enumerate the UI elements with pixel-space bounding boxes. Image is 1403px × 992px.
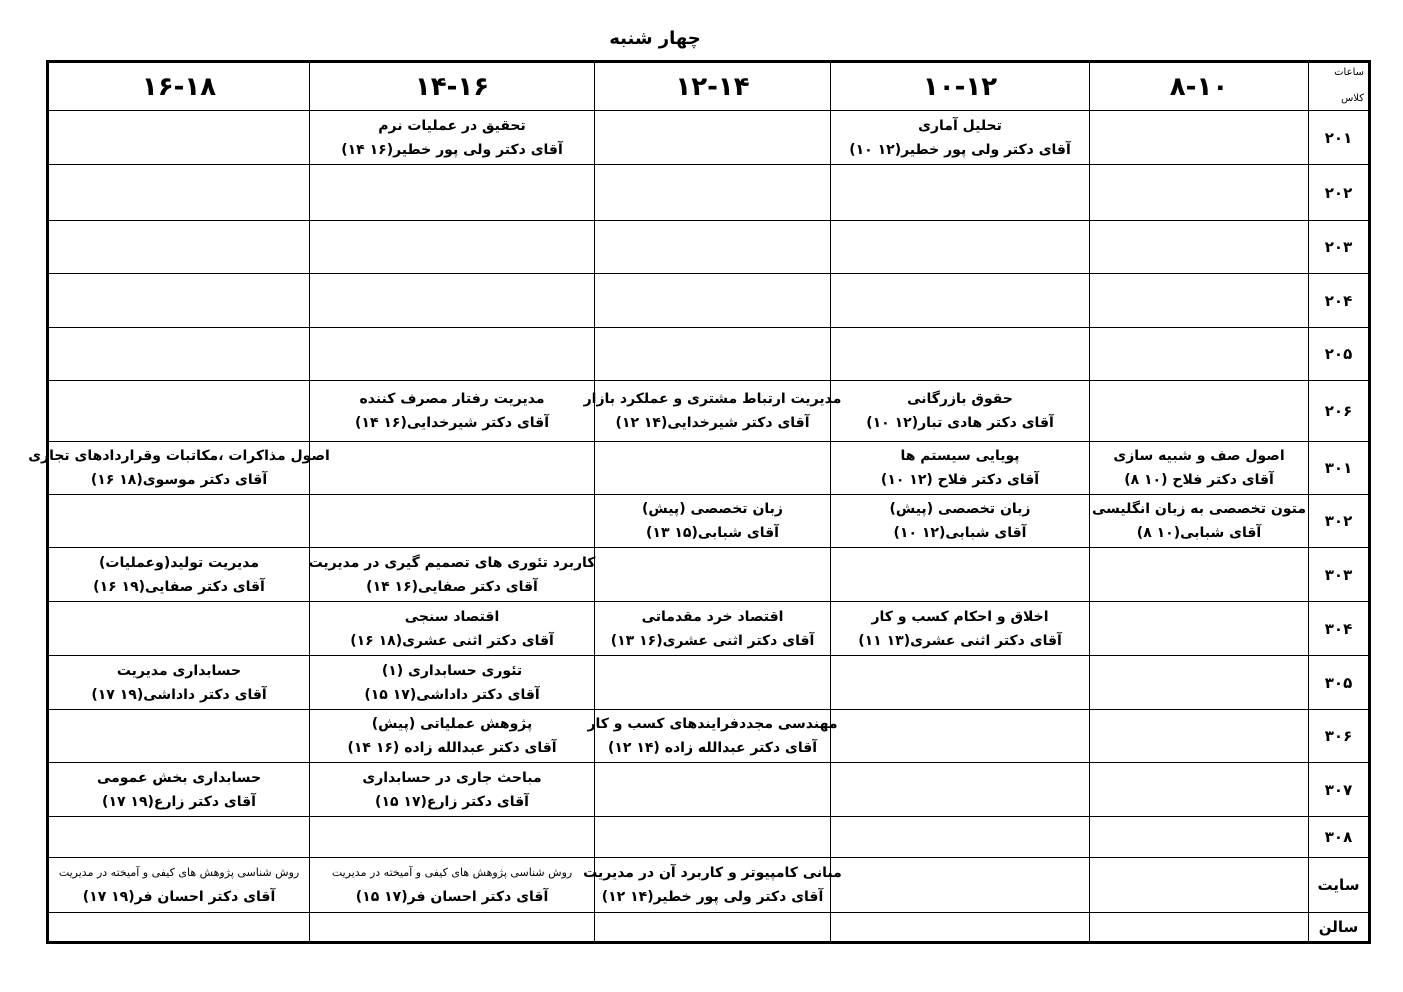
hour-header: ۱۴-۱۶ (310, 62, 595, 111)
instructor-label: آقای دکتر داداشی(۱۷ ۱۵) (364, 686, 540, 703)
schedule-cell (831, 763, 1090, 817)
schedule-cell (595, 495, 831, 548)
schedule-cell (595, 221, 831, 274)
schedule-cell (1090, 111, 1309, 165)
course-title: روش شناسی پژوهش های کیفی و آمیخته در مدیریت (331, 866, 573, 879)
course-title: تحلیل آماری (918, 117, 1002, 134)
schedule-table (28, 60, 1371, 944)
schedule-cell (1090, 858, 1309, 913)
schedule-cell (595, 548, 831, 602)
hour-header: ۱۶-۱۸ (48, 62, 310, 111)
course-title: پویایی سیستم ها (900, 448, 1020, 464)
schedule-cell (595, 111, 831, 165)
schedule-cell (310, 913, 595, 943)
course-title: حقوق بازرگانی (907, 391, 1013, 407)
schedule-cell (310, 442, 595, 495)
room-label: ۳۰۳ (1309, 548, 1370, 602)
schedule-cell (595, 165, 831, 221)
schedule-cell (831, 656, 1090, 710)
table-row (48, 602, 1370, 656)
instructor-label: آقای دکتر عبدالله زاده (۱۶ ۱۴) (347, 740, 557, 756)
schedule-cell (310, 548, 595, 602)
room-label: ۲۰۳ (1309, 221, 1370, 274)
instructor-label: آقای دکتر احسان فر(۱۷ ۱۵) (355, 889, 549, 905)
room-label: ۲۰۴ (1309, 274, 1370, 328)
schedule-cell (831, 442, 1090, 495)
hour-header: ۱۲-۱۴ (595, 62, 831, 111)
schedule-cell (831, 111, 1090, 165)
table-row (48, 381, 1370, 442)
course-title: مبانی کامپیوتر و کاربرد آن در مدیریت (583, 865, 842, 881)
room-label: سایت (1309, 858, 1370, 913)
course-title: اخلاق و احکام کسب و کار (871, 608, 1049, 625)
table-row (48, 111, 1370, 165)
room-label: ۲۰۵ (1309, 328, 1370, 381)
room-label: ۳۰۸ (1309, 817, 1370, 858)
schedule-cell (831, 858, 1090, 913)
course-title: تحقیق در عملیات نرم (378, 117, 526, 134)
course-title: حسابداری بخش عمومی (96, 769, 262, 786)
course-title: اصول مذاکرات ،مکاتبات وقراردادهای تجاری (28, 448, 330, 464)
instructor-label: آقای دکتر هادی تبار(۱۲ ۱۰) (866, 415, 1054, 431)
schedule-cell (310, 328, 595, 381)
schedule-cell (831, 165, 1090, 221)
schedule-cell (831, 817, 1090, 858)
table-row (48, 328, 1370, 381)
schedule-cell (831, 913, 1090, 943)
schedule-cell (28, 442, 330, 495)
room-label: ۲۰۲ (1309, 165, 1370, 221)
course-title: مدیریت تولید(وعملیات) (99, 554, 259, 571)
instructor-label: آقای دکتر شیرخدایی(۱۴ ۱۲) (615, 415, 810, 431)
corner-header (1309, 62, 1370, 111)
schedule-cell (48, 656, 310, 710)
room-label: ۲۰۱ (1309, 111, 1370, 165)
table-row (48, 274, 1370, 328)
schedule-cell (48, 495, 310, 548)
table-row (48, 165, 1370, 221)
course-title: مدیریت ارتباط مشتری و عملکرد بازار (583, 391, 842, 407)
course-title: مباحث جاری در حسابداری (362, 769, 542, 786)
instructor-label: آقای دکتر اثنی عشری(۱۳ ۱۱) (858, 632, 1062, 649)
instructor-label: آقای دکتر زارع(۱۹ ۱۷) (102, 793, 256, 810)
table-row (48, 221, 1370, 274)
schedule-cell (48, 274, 310, 328)
table-row (48, 548, 1370, 602)
schedule-cell (831, 381, 1090, 442)
schedule-cell (1090, 548, 1309, 602)
instructor-label: آقای دکتر اثنی عشری(۱۸ ۱۶) (350, 632, 554, 649)
schedule-cell (1090, 495, 1309, 548)
course-title: کاربرد تئوری های تصمیم گیری در مدیریت (308, 554, 596, 571)
schedule-cell (1090, 165, 1309, 221)
schedule-cell (310, 656, 595, 710)
course-title: اقتصاد خرد مقدماتی (641, 608, 784, 625)
course-title: روش شناسی پژوهش های کیفی و آمیخته در مدیریت (58, 866, 300, 879)
schedule-cell (1090, 763, 1309, 817)
instructor-label: آقای دکتر ولی پور خطیر(۱۶ ۱۴) (341, 141, 563, 158)
schedule-cell (1090, 602, 1309, 656)
schedule-cell (310, 165, 595, 221)
schedule-cell (1090, 221, 1309, 274)
room-label: ۳۰۲ (1309, 495, 1370, 548)
schedule-cell (1090, 710, 1309, 763)
table-row (48, 763, 1370, 817)
room-label: ۲۰۶ (1309, 381, 1370, 442)
room-label: سالن (1309, 913, 1370, 943)
schedule-cell (1090, 442, 1309, 495)
corner-room-label: کلاس (1341, 93, 1364, 104)
course-title: حسابداری مدیریت (116, 662, 242, 679)
room-label: ۳۰۵ (1309, 656, 1370, 710)
schedule-cell (310, 274, 595, 328)
schedule-cell (310, 602, 595, 656)
course-title: زبان تخصصی (پیش) (889, 501, 1031, 517)
schedule-cell (595, 442, 831, 495)
schedule-cell (1090, 381, 1309, 442)
schedule-cell (48, 763, 310, 817)
room-label: ۳۰۴ (1309, 602, 1370, 656)
schedule-cell (831, 710, 1090, 763)
hour-header: ۸-۱۰ (1090, 62, 1309, 111)
schedule-cell (587, 710, 838, 763)
schedule-cell (48, 602, 310, 656)
instructor-label: آقای دکتر اثنی عشری(۱۶ ۱۳) (610, 632, 815, 649)
schedule-cell (48, 165, 310, 221)
instructor-label: آقای دکتر فلاح (۱۰ ۸) (1124, 472, 1274, 488)
schedule-cell (595, 817, 831, 858)
course-title: اصول صف و شبیه سازی (1113, 448, 1285, 464)
instructor-label: آقای دکتر موسوی(۱۸ ۱۶) (90, 472, 268, 488)
schedule-cell (831, 221, 1090, 274)
schedule-cell (831, 548, 1090, 602)
instructor-label: آقای دکتر احسان فر(۱۹ ۱۷) (82, 889, 276, 905)
table-row (48, 442, 1370, 495)
schedule-cell (1090, 913, 1309, 943)
room-label: ۳۰۱ (1309, 442, 1370, 495)
schedule-cell (310, 495, 595, 548)
course-title: متون تخصصی به زبان انگلیسی (1092, 501, 1307, 517)
instructor-label: آقای دکتر فلاح (۱۲ ۱۰) (880, 472, 1040, 488)
instructor-label: آقای دکتر شیرخدایی(۱۶ ۱۴) (355, 415, 550, 431)
schedule-cell (1090, 328, 1309, 381)
schedule-cell (1090, 656, 1309, 710)
instructor-label: آقای شبابی(۱۵ ۱۳) (646, 525, 779, 541)
instructor-label: آقای دکتر ولی پور خطیر(۱۴ ۱۲) (601, 889, 824, 905)
instructor-label: آقای شبابی(۱۲ ۱۰) (893, 525, 1027, 541)
schedule-cell (310, 817, 595, 858)
schedule-cell (48, 328, 310, 381)
course-title: مهندسی مجددفرایندهای کسب و کار (587, 716, 838, 732)
course-title: زبان تخصصی (پیش) (642, 501, 783, 517)
schedule-cell (583, 381, 842, 442)
table-row (48, 656, 1370, 710)
course-title: مدیریت رفتار مصرف کننده (359, 391, 545, 407)
course-title: اقتصاد سنجی (404, 608, 500, 625)
page-title: چهار شنبه (609, 28, 701, 49)
course-title: پژوهش عملیاتی (پیش) (371, 716, 533, 732)
schedule-cell (595, 913, 831, 943)
schedule-cell (831, 602, 1090, 656)
schedule-cell (310, 858, 595, 913)
corner-hours-label: ساعات (1334, 67, 1364, 78)
schedule-cell (48, 858, 310, 913)
schedule-cell (48, 817, 310, 858)
schedule-cell (831, 328, 1090, 381)
table-row (48, 495, 1370, 548)
course-title: تئوری حسابداری (۱) (381, 662, 523, 679)
schedule-cell (595, 656, 831, 710)
instructor-label: آقای دکتر صفایی(۱۶ ۱۴) (366, 578, 538, 595)
schedule-cell (48, 221, 310, 274)
instructor-label: آقای شبابی(۱۰ ۸) (1136, 525, 1262, 541)
schedule-cell (48, 548, 310, 602)
schedule-cell (310, 381, 595, 442)
instructor-label: آقای دکتر زارع(۱۷ ۱۵) (375, 793, 529, 810)
schedule-cell (48, 381, 310, 442)
table-row (48, 913, 1370, 943)
schedule-cell (595, 763, 831, 817)
table-row (48, 817, 1370, 858)
instructor-label: آقای دکتر عبدالله زاده (۱۴ ۱۲) (607, 740, 818, 756)
instructor-label: آقای دکتر داداشی(۱۹ ۱۷) (91, 686, 267, 703)
schedule-cell (310, 710, 595, 763)
schedule-cell (1090, 274, 1309, 328)
schedule-cell (48, 913, 310, 943)
header-row (48, 62, 1370, 111)
schedule-cell (1090, 817, 1309, 858)
table-row (48, 710, 1370, 763)
schedule-cell (310, 221, 595, 274)
schedule-cell (48, 710, 310, 763)
table-row (48, 858, 1370, 913)
schedule-cell (310, 763, 595, 817)
instructor-label: آقای دکتر ولی پور خطیر(۱۲ ۱۰) (849, 141, 1071, 158)
schedule-cell (831, 274, 1090, 328)
hour-header: ۱۰-۱۲ (831, 62, 1090, 111)
instructor-label: آقای دکتر صفایی(۱۹ ۱۶) (93, 578, 265, 595)
room-label: ۳۰۷ (1309, 763, 1370, 817)
schedule-cell (310, 111, 595, 165)
schedule-cell (595, 328, 831, 381)
room-label: ۳۰۶ (1309, 710, 1370, 763)
schedule-cell (831, 495, 1090, 548)
schedule-cell (595, 602, 831, 656)
schedule-cell (595, 274, 831, 328)
schedule-cell (583, 858, 842, 913)
schedule-cell (48, 111, 310, 165)
